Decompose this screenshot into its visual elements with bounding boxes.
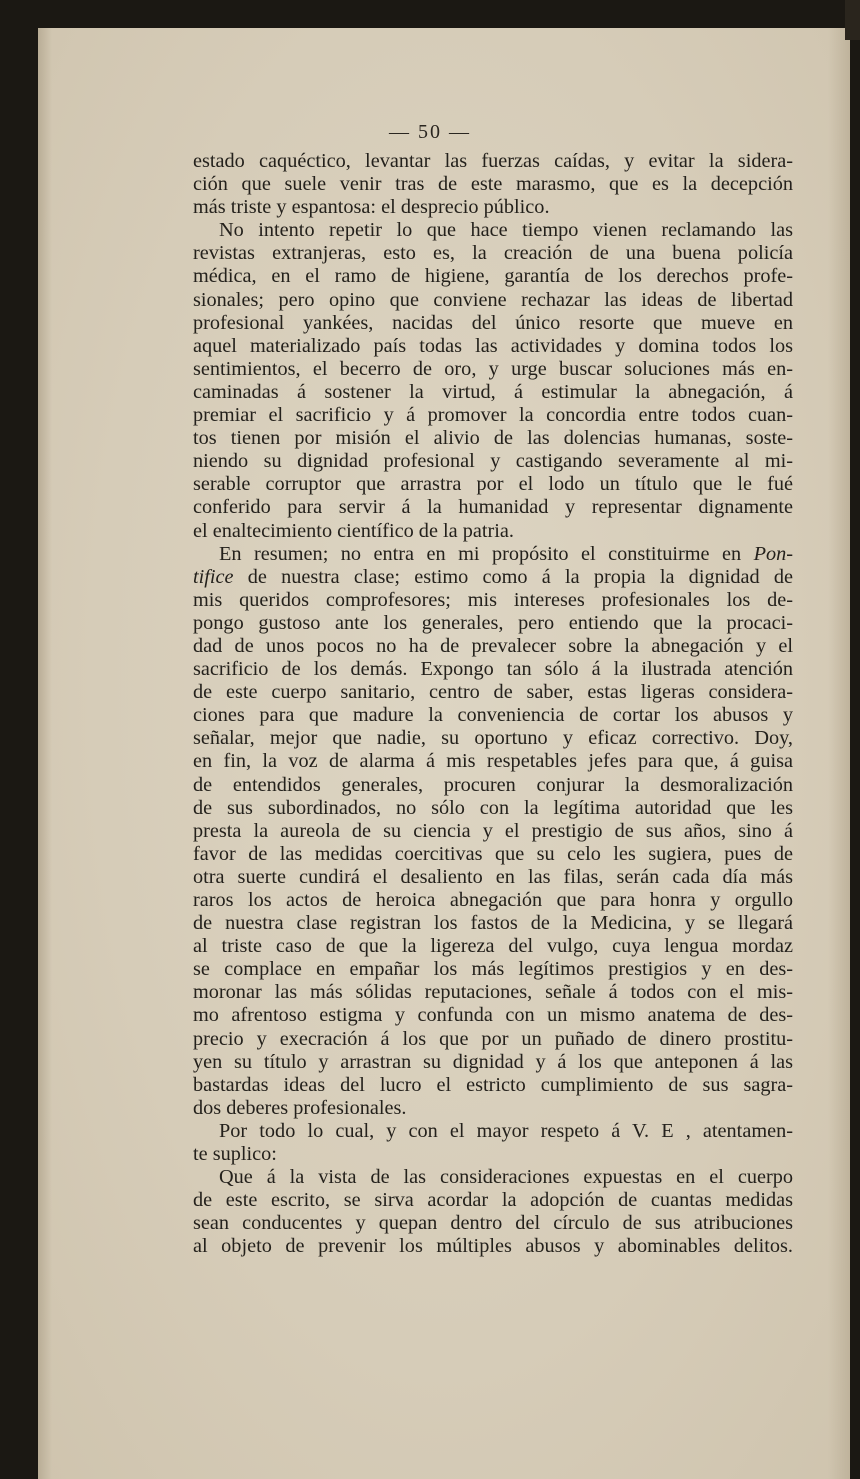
text-line: [193, 981, 793, 1004]
text-line: [193, 912, 793, 935]
text-line: [193, 566, 793, 589]
line-text: No intento repetir lo que hace tiempo vienen reclamando las: [219, 219, 793, 242]
line-text: de sus subordinados, no sólo con la legítima autoridad que les: [193, 796, 793, 819]
text-line: [193, 1051, 793, 1074]
line-text: Por todo lo cual, y con el mayor respeto á V. E , atentamen-: [219, 1119, 793, 1142]
line-text: En resumen; no entra en mi propósito el constituirme en: [219, 542, 754, 565]
text-line: [193, 658, 793, 681]
line-text: presta la aureola de su ciencia y el prestigio de sus años, sino á: [193, 819, 793, 842]
text-line: [193, 820, 793, 843]
line-text: tos tienen por misión el alivio de las dolencias humanas, soste-: [193, 427, 793, 450]
line-text: de este escrito, se sirva acordar la adopción de cuantas medidas: [193, 1189, 793, 1212]
text-line: [193, 381, 793, 404]
line-text: caminadas á sostener la virtud, á estimular la abnegación, á: [193, 380, 793, 403]
line-text: Que á la vista de las consideraciones expuestas en el cuerpo: [219, 1166, 793, 1189]
line-text: en fin, la voz de alarma á mis respetables jefes para que, á guisa: [193, 750, 793, 773]
text-line: [193, 727, 793, 750]
binding-edge: [845, 0, 860, 40]
line-text: médica, en el ramo de higiene, garantía de los derechos profe-: [193, 265, 793, 288]
line-text: de este cuerpo sanitario, centro de saber, estas ligeras considera-: [193, 681, 793, 704]
text-line: [193, 843, 793, 866]
line-text: raros los actos de heroica abnegación que para honra y orgullo: [193, 889, 793, 911]
text-line: [193, 520, 793, 543]
text-line: [193, 335, 793, 358]
line-text: bastardas ideas del lucro el estricto cumplimiento de sus sagra-: [193, 1073, 793, 1096]
page-number: — 50 —: [389, 121, 471, 143]
text-line: [193, 312, 793, 335]
line-text: al objeto de prevenir los múltiples abusos y abominables delitos.: [193, 1235, 793, 1258]
text-line: [193, 1235, 793, 1258]
text-line: [193, 750, 793, 773]
text-line: [193, 196, 793, 219]
text-line: [193, 1120, 793, 1143]
line-text: serable corruptor que arrastra por el lodo un título que le fué: [193, 473, 793, 496]
text-line: [193, 473, 793, 496]
line-text: sentimientos, el becerro de oro, y urge buscar soluciones más en-: [193, 357, 793, 380]
line-text: mo afrentoso estigma y confunda con un mismo anatema de des-: [193, 1004, 793, 1027]
text-line: [193, 635, 793, 658]
line-text: ciones para que madure la conveniencia de cortar los abusos y: [193, 704, 793, 727]
line-text: el enaltecimiento científico de la patria.: [193, 519, 514, 542]
line-text: otra suerte cundirá el desaliento en las filas, serán cada día más: [193, 865, 793, 888]
text-line: [193, 150, 793, 173]
line-text: más triste y espantosa: el desprecio público.: [193, 196, 550, 219]
line-text: de nuestra clase; estimo como á la propia la dignidad de: [233, 565, 793, 588]
text-line: [193, 681, 793, 704]
line-text: pongo gustoso ante los generales, pero entiendo que la procaci-: [193, 611, 793, 634]
text-line: [193, 958, 793, 981]
text-line: [193, 1028, 793, 1051]
text-line: [193, 1004, 793, 1027]
line-text: estado caquéctico, levantar las fuerzas caídas, y evitar la sidera-: [193, 150, 793, 172]
text-line: [193, 774, 793, 797]
text-line: [193, 173, 793, 196]
text-line: [193, 219, 793, 242]
line-text: sionales; pero opino que conviene rechazar las ideas de libertad: [193, 288, 793, 311]
line-text: favor de las medidas coercitivas que su celo les sugiera, pues de: [193, 842, 793, 865]
text-line: [193, 450, 793, 473]
line-text: premiar el sacrificio y á promover la concordia entre todos cuan-: [193, 404, 793, 427]
line-text: te suplico:: [193, 1143, 277, 1166]
line-text: conferido para servir á la humanidad y representar dignamente: [193, 496, 793, 519]
line-text: yen su título y arrastran su dignidad y á los que anteponen á las: [193, 1050, 793, 1073]
italic-word: tifice: [193, 565, 234, 588]
line-text: aquel materializado país todas las actividades y domina todos los: [193, 334, 793, 357]
page-shadow-left: [38, 28, 52, 1479]
text-line: [193, 404, 793, 427]
text-line: [193, 589, 793, 612]
text-line: [193, 889, 793, 912]
text-line: [193, 866, 793, 889]
italic-word: Pon-: [753, 542, 793, 565]
text-line: [193, 704, 793, 727]
line-text: sacrificio de los demás. Expongo tan sólo á la ilustrada atención: [193, 658, 793, 681]
text-line: [193, 265, 793, 288]
text-line: [193, 612, 793, 635]
text-line: [193, 1074, 793, 1097]
line-text: de entendidos generales, procuren conjurar la desmoralización: [193, 773, 793, 796]
text-line: [193, 242, 793, 265]
text-line: [193, 289, 793, 312]
line-text: profesional yankées, nacidas del único resorte que mueve en: [193, 311, 793, 334]
line-text: mis queridos comprofesores; mis intereses profesionales los de-: [193, 588, 793, 611]
text-line: [193, 496, 793, 519]
text-line: [193, 543, 793, 566]
line-text: moronar las más sólidas reputaciones, señale á todos con el mis-: [193, 981, 793, 1004]
line-text: sean conducentes y quepan dentro del círculo de sus atribuciones: [193, 1212, 793, 1235]
text-line: [193, 1189, 793, 1212]
line-text: niendo su dignidad profesional y castigando severamente al mi-: [193, 450, 793, 473]
line-text: señalar, mejor que nadie, su oportuno y eficaz correctivo. Doy,: [193, 727, 793, 750]
line-text: precio y execración á los que por un puñado de dinero prostitu-: [193, 1027, 793, 1050]
text-line: [193, 1143, 793, 1166]
page-shadow-right: [828, 28, 850, 1479]
line-text: al triste caso de que la ligereza del vulgo, cuya lengua mordaz: [193, 935, 793, 958]
text-line: [193, 1097, 793, 1120]
line-text: de nuestra clase registran los fastos de la Medicina, y se llegará: [193, 912, 793, 935]
text-line: [193, 358, 793, 381]
text-line: [193, 1212, 793, 1235]
text-line: [193, 935, 793, 958]
line-text: dos deberes profesionales.: [193, 1096, 407, 1119]
text-line: [193, 797, 793, 820]
line-text: dad de unos pocos no ha de prevalecer sobre la abnegación y el: [193, 634, 793, 657]
body-text: [193, 150, 793, 1259]
line-text: revistas extranjeras, esto es, la creación de una buena policía: [193, 242, 793, 265]
text-line: [193, 1166, 793, 1189]
line-text: se complace en empañar los más legítimos prestigios y en des-: [193, 958, 793, 981]
text-line: [193, 427, 793, 450]
line-text: ción que suele venir tras de este marasmo, que es la decepción: [193, 173, 793, 196]
